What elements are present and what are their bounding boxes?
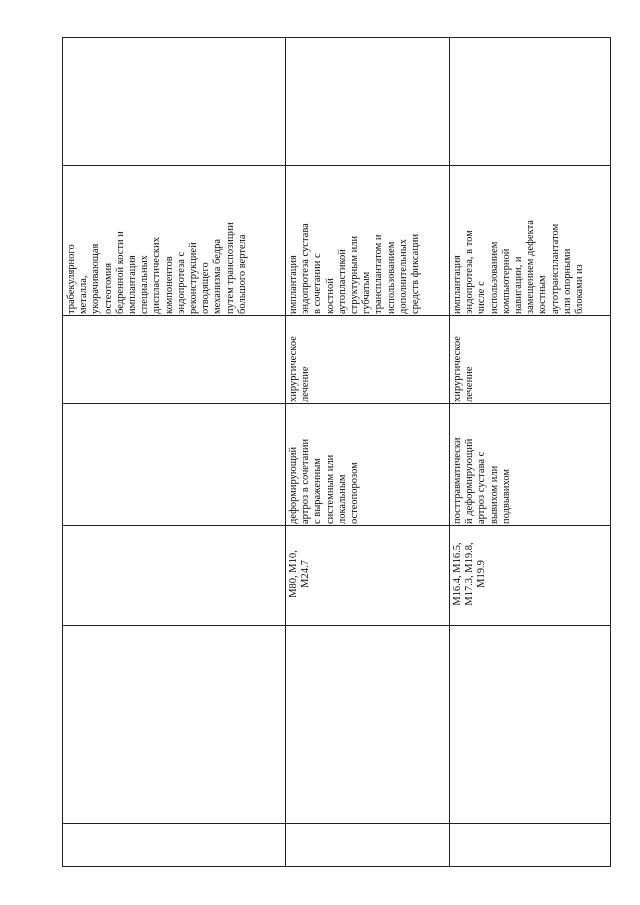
text-line: M24.7 <box>300 560 312 588</box>
text-line: M17.3, M19.8, <box>464 542 476 606</box>
text-line: навигации, и <box>513 256 525 314</box>
text-line: механизма бедра <box>212 238 224 314</box>
text-line: использованием <box>385 241 397 314</box>
text-line: посттравматически <box>452 437 463 524</box>
text-line: M80, M10, <box>288 550 299 598</box>
text-line: компонентов <box>163 256 175 314</box>
row3-treatment-text <box>452 318 476 402</box>
text-line: аутотрансплантатом <box>549 223 561 314</box>
text-line: отводящего <box>200 262 212 314</box>
text-line: с выраженным <box>312 458 324 524</box>
text-line: путем транспозиции <box>224 222 236 314</box>
row2-code-text <box>288 526 312 622</box>
text-line: лечение <box>464 366 476 402</box>
text-line: остеотомия <box>102 262 114 314</box>
text-line: остеопорозом <box>349 462 361 524</box>
text-line: эндопротеза сустава <box>300 223 312 314</box>
text-line: эндопротеза, в том <box>464 230 476 314</box>
text-line: структурным или <box>349 235 361 314</box>
row1-method-text <box>66 168 249 314</box>
text-line: системным или <box>324 454 336 524</box>
text-line: вывихом или <box>488 465 500 524</box>
text-line: аутопластикой <box>336 249 348 314</box>
row2-diagnosis-text <box>288 406 361 524</box>
text-line: металла, <box>78 275 90 314</box>
text-line: в сочетании с <box>312 253 324 314</box>
text-line: имплантация <box>127 255 139 314</box>
text-line: подвывихом <box>500 468 512 524</box>
column-divider <box>63 625 610 626</box>
text-line: артроз в сочетании <box>300 438 312 524</box>
text-line: губчатым <box>361 271 373 314</box>
text-line: лечение <box>300 366 312 402</box>
row-divider <box>449 38 450 866</box>
text-line: деформирующий <box>288 446 299 524</box>
text-line: диспластических <box>151 237 163 314</box>
text-line: специальных <box>139 255 151 314</box>
text-line: трабекулярного <box>66 244 77 314</box>
text-line: использованием <box>488 241 500 314</box>
text-line: локальным <box>336 474 348 524</box>
row3-diagnosis-text <box>452 406 513 524</box>
rotated-table <box>62 37 611 867</box>
text-line: M16.4, M16.5, <box>452 542 463 606</box>
text-line: костным <box>537 275 549 314</box>
text-line: замещением дефекта <box>525 220 537 314</box>
text-line: или опорными <box>561 248 573 314</box>
text-line: артроз сустава с <box>476 451 488 524</box>
text-line: й деформирующий <box>464 438 476 524</box>
text-line: средств фиксации <box>410 233 422 314</box>
row-divider <box>285 38 286 866</box>
text-line: эндопротеза с <box>175 251 187 314</box>
row2-treatment-text <box>288 318 312 402</box>
row3-code-text <box>452 526 489 622</box>
row3-method-text <box>452 168 586 314</box>
text-line: хирургическое <box>452 336 463 402</box>
column-divider <box>63 165 610 166</box>
text-line: M19.9 <box>476 560 488 588</box>
column-divider <box>63 315 610 316</box>
text-line: дополнительных <box>397 238 409 314</box>
text-line: трансплантатом и <box>373 234 385 314</box>
text-line: большого вертела <box>236 234 248 314</box>
text-line: имплантация <box>288 255 299 314</box>
text-line: имплантация <box>452 255 463 314</box>
text-line: бедренной кости и <box>114 231 126 314</box>
text-line: блоками из <box>574 264 586 314</box>
text-line: реконструкцией <box>188 242 200 314</box>
text-line: компьютерной <box>500 248 512 314</box>
text-line: укорачивающая <box>90 243 102 314</box>
text-line: костной <box>324 278 336 314</box>
column-divider <box>63 403 610 404</box>
text-line: хирургическое <box>288 336 299 402</box>
row2-method-text <box>288 168 422 314</box>
column-divider <box>63 823 610 824</box>
text-line: числе с <box>476 281 488 314</box>
column-divider <box>63 525 610 526</box>
